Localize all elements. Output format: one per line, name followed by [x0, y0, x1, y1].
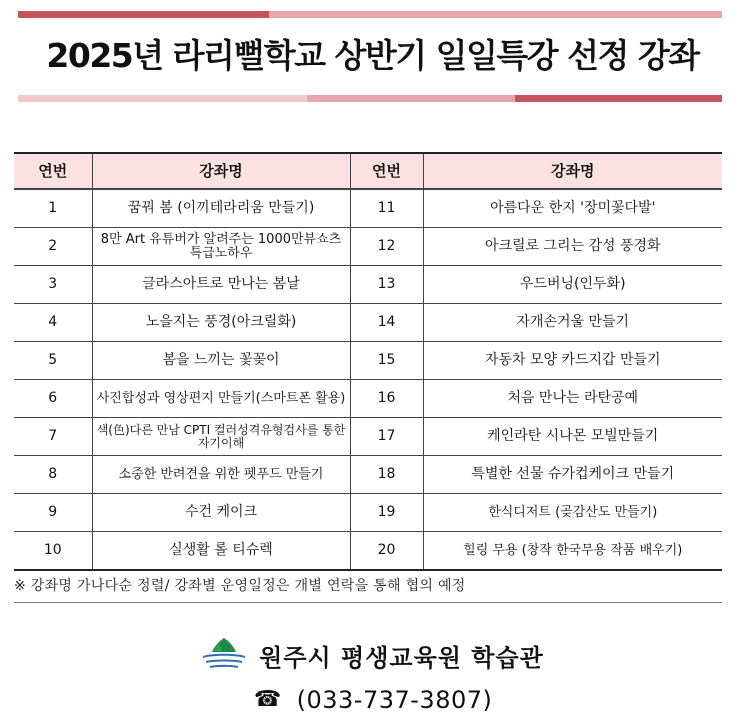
course-name: 실생활 롤 티슈렉	[92, 532, 350, 571]
course-name: 수건 케이크	[92, 494, 350, 532]
row-number: 19	[350, 494, 423, 532]
table-row	[14, 189, 722, 228]
row-number: 2	[14, 228, 92, 266]
course-name: 처음 만나는 라탄공예	[423, 380, 722, 418]
organization-name: 원주시 평생교육원 학습관	[259, 643, 544, 672]
course-name: 아크릴로 그리는 감성 풍경화	[423, 228, 722, 266]
course-name: 힐링 무용 (창작 한국무용 작품 배우기)	[423, 532, 722, 571]
row-number: 15	[350, 342, 423, 380]
header-number-right: 연번	[350, 153, 423, 189]
course-name: 노을지는 풍경(아크릴화)	[92, 304, 350, 342]
row-number: 16	[350, 380, 423, 418]
row-number: 12	[350, 228, 423, 266]
table-row	[14, 342, 722, 380]
course-name: 소중한 반려견을 위한 펫푸드 만들기	[92, 456, 350, 494]
row-number: 11	[350, 189, 423, 228]
table-row	[14, 228, 722, 266]
title-bar-mid	[307, 95, 515, 102]
course-name: 케인라탄 시나몬 모빌만들기	[423, 418, 722, 456]
table-row	[14, 418, 722, 456]
row-number: 14	[350, 304, 423, 342]
top-bar-light	[269, 11, 722, 18]
course-name: 자동차 모양 카드지갑 만들기	[423, 342, 722, 380]
header-course-name-right: 강좌명	[423, 153, 722, 189]
row-number: 4	[14, 304, 92, 342]
course-name: 글라스아트로 만나는 봄날	[92, 266, 350, 304]
table-row	[14, 266, 722, 304]
row-number: 20	[350, 532, 423, 571]
row-number: 10	[14, 532, 92, 571]
row-number: 1	[14, 189, 92, 228]
course-name: 자개손거울 만들기	[423, 304, 722, 342]
table-row	[14, 380, 722, 418]
title-bar-dark	[515, 95, 722, 102]
table-header-row	[14, 153, 722, 189]
note-divider	[14, 602, 722, 603]
row-number: 9	[14, 494, 92, 532]
course-name: 8만 Art 유튜버가 알려주는 1000만뷰쇼츠특급노하우	[92, 228, 350, 266]
contact-phone	[0, 686, 745, 714]
wonju-mountain-logo-icon	[201, 636, 247, 674]
row-number: 6	[14, 380, 92, 418]
organization-footer	[0, 636, 745, 674]
course-name: 특별한 선물 슈가컵케이크 만들기	[423, 456, 722, 494]
row-number: 8	[14, 456, 92, 494]
header-course-name-left: 강좌명	[92, 153, 350, 189]
top-bar-dark	[18, 11, 269, 18]
course-name: 봄을 느끼는 꽃꽂이	[92, 342, 350, 380]
header-number-left: 연번	[14, 153, 92, 189]
table-row	[14, 494, 722, 532]
row-number: 5	[14, 342, 92, 380]
page-title: 2025년 라리뻘학교 상반기 일일특강 선정 강좌	[46, 36, 699, 75]
course-name: 아름다운 한지 '장미꽃다발'	[423, 189, 722, 228]
table-row	[14, 456, 722, 494]
row-number: 18	[350, 456, 423, 494]
row-number: 7	[14, 418, 92, 456]
course-table	[14, 152, 722, 571]
course-name: 우드버닝(인두화)	[423, 266, 722, 304]
row-number: 3	[14, 266, 92, 304]
course-name: 색(色)다른 만남 CPTI 컬러성격유형검사를 통한 자기이해	[92, 418, 350, 456]
table-row	[14, 304, 722, 342]
row-number: 13	[350, 266, 423, 304]
course-name: 꿈꿔 봄 (이끼테라리움 만들기)	[92, 189, 350, 228]
title-bar-light	[18, 95, 307, 102]
course-name: 한식디저트 (곶감산도 만들기)	[423, 494, 722, 532]
telephone-icon: ☎	[253, 687, 282, 712]
table-row	[14, 532, 722, 571]
row-number: 17	[350, 418, 423, 456]
course-name: 사진합성과 영상편지 만들기(스마트폰 활용)	[92, 380, 350, 418]
schedule-note: ※ 강좌명 가나다순 정렬/ 강좌별 운영일정은 개별 연락을 통해 협의 예정	[14, 578, 466, 594]
phone-number: (033-737-3807)	[296, 686, 493, 714]
